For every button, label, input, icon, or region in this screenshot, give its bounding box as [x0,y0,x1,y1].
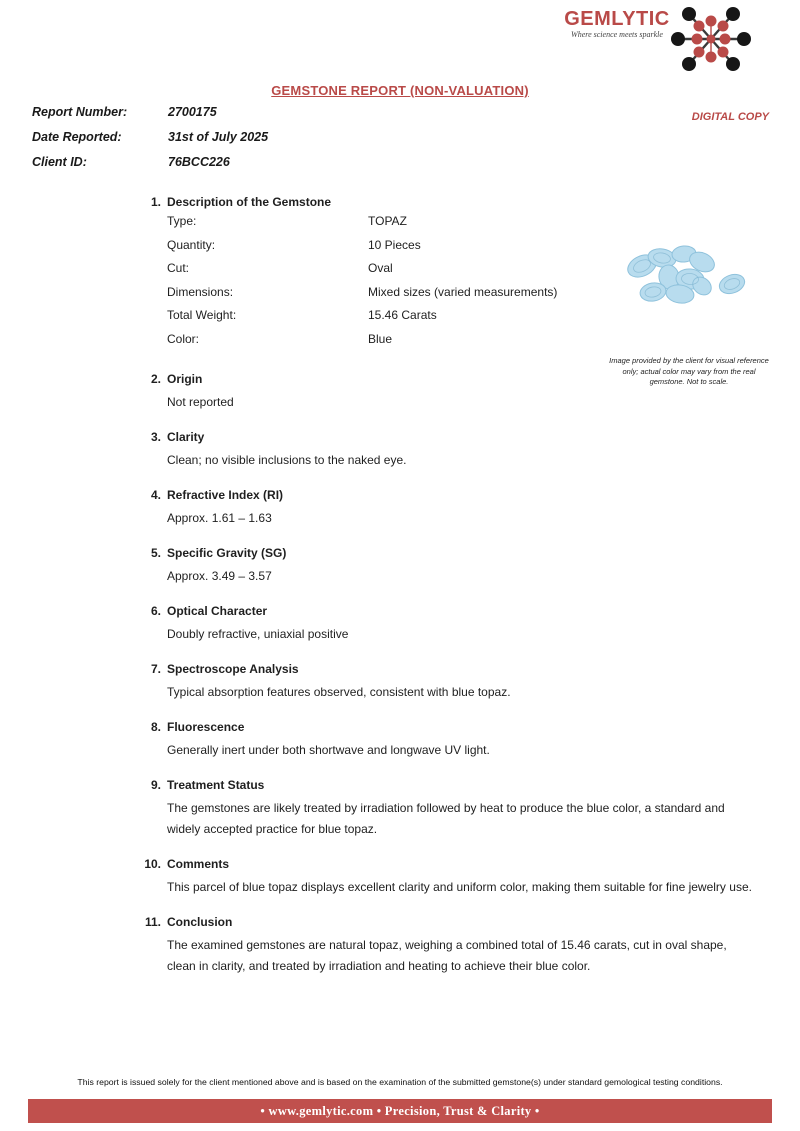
section-title: Specific Gravity (SG) [167,546,287,560]
section-text: This parcel of blue topaz displays excellent clarity and uniform color, making them suitable for fine jewelry use. [167,880,752,894]
section-text: The examined gemstones are natural topaz, weighing a combined total of 15.46 carats, cut in oval shape, clean in clarity, and treated by irradiation and heating to achieve their blue color. [167,938,727,973]
section-text: Generally inert under both shortwave and longwave UV light. [167,743,490,757]
report-meta [32,105,268,180]
meta-row [32,155,268,180]
report-section [137,854,773,898]
section-number: 3. [150,430,161,444]
meta-value: 31st of July 2025 [168,130,269,144]
starburst-logo-icon [670,1,752,77]
section-number: 1. [150,195,161,209]
section-text: Approx. 3.49 – 3.57 [167,569,272,583]
section-number: 2. [150,372,161,386]
report-title: GEMSTONE REPORT (NON-VALUATION) [271,83,529,98]
property-label: Color: [167,331,200,346]
meta-value: 76BCC226 [168,155,230,169]
property-label: Quantity: [167,237,216,252]
report-section [137,485,773,529]
section-title: Refractive Index (RI) [167,488,284,502]
section-number: 10. [144,857,161,871]
property-label: Total Weight: [167,308,237,322]
property-value: 15.46 Carats [368,308,437,322]
property-value: Mixed sizes (varied measurements) [368,284,558,299]
meta-label: Report Number: [32,105,128,119]
property-value: TOPAZ [368,214,407,228]
meta-label: Date Reported: [32,130,122,144]
brand-block [564,8,670,39]
section-number: 4. [150,488,161,502]
report-section [137,659,773,703]
section-text: The gemstones are likely treated by irradiation followed by heat to produce the blue color, a standard and widely accepted practice for blue topaz. [167,801,725,836]
footer-disclaimer: This report is issued solely for the client mentioned above and is based on the examination of the submitted gemstone(s) under standard gemological testing conditions. [77,1077,723,1087]
gem-parcel-photo [608,236,776,336]
brand-name: GEMLYTIC [564,8,670,30]
digital-copy-badge: DIGITAL COPY [691,111,769,123]
report-section [137,601,773,645]
meta-value: 2700175 [168,105,217,119]
report-section [137,912,773,977]
property-label: Dimensions: [167,284,234,299]
section-text: Clean; no visible inclusions to the naked eye. [167,453,407,467]
section-title: Treatment Status [167,778,265,792]
section-number: 9. [150,778,161,792]
section-title: Spectroscope Analysis [167,662,299,676]
property-value: Blue [368,331,393,346]
meta-row [32,105,268,130]
report-section [137,427,773,471]
section-number: 11. [144,915,161,929]
section-number: 5. [150,546,161,560]
report-section [137,543,773,587]
report-section [137,775,773,840]
brand-tagline: Where science meets sparkle [571,30,663,39]
section-title: Fluorescence [167,720,245,734]
section-text: Not reported [167,395,234,409]
section-title: Origin [167,372,203,386]
meta-row [32,130,268,155]
section-number: 7. [150,662,161,676]
section-number: 6. [150,604,161,618]
footer-bar: • www.gemlytic.com • Precision, Trust & Clarity • [28,1099,772,1123]
property-label: Cut: [167,261,190,275]
meta-label: Client ID: [32,155,87,169]
section-title: Description of the Gemstone [167,195,332,209]
section-title: Conclusion [167,915,233,929]
section-text: Doubly refractive, uniaxial positive [167,627,349,641]
gem-photo-caption: Image provided by the client for visual reference only; actual color may vary from the real gemstone. Not to scale. [609,356,769,386]
property-value: 10 Pieces [368,237,421,252]
section-title: Optical Character [167,604,268,618]
section-title: Clarity [167,430,205,444]
section-text: Approx. 1.61 – 1.63 [167,511,272,525]
section-number: 8. [150,720,161,734]
report-section [137,717,773,761]
section-text: Typical absorption features observed, consistent with blue topaz. [167,685,511,699]
section-title: Comments [167,857,230,871]
property-row [167,214,753,238]
property-label: Type: [167,214,197,228]
property-value: Oval [368,261,393,275]
